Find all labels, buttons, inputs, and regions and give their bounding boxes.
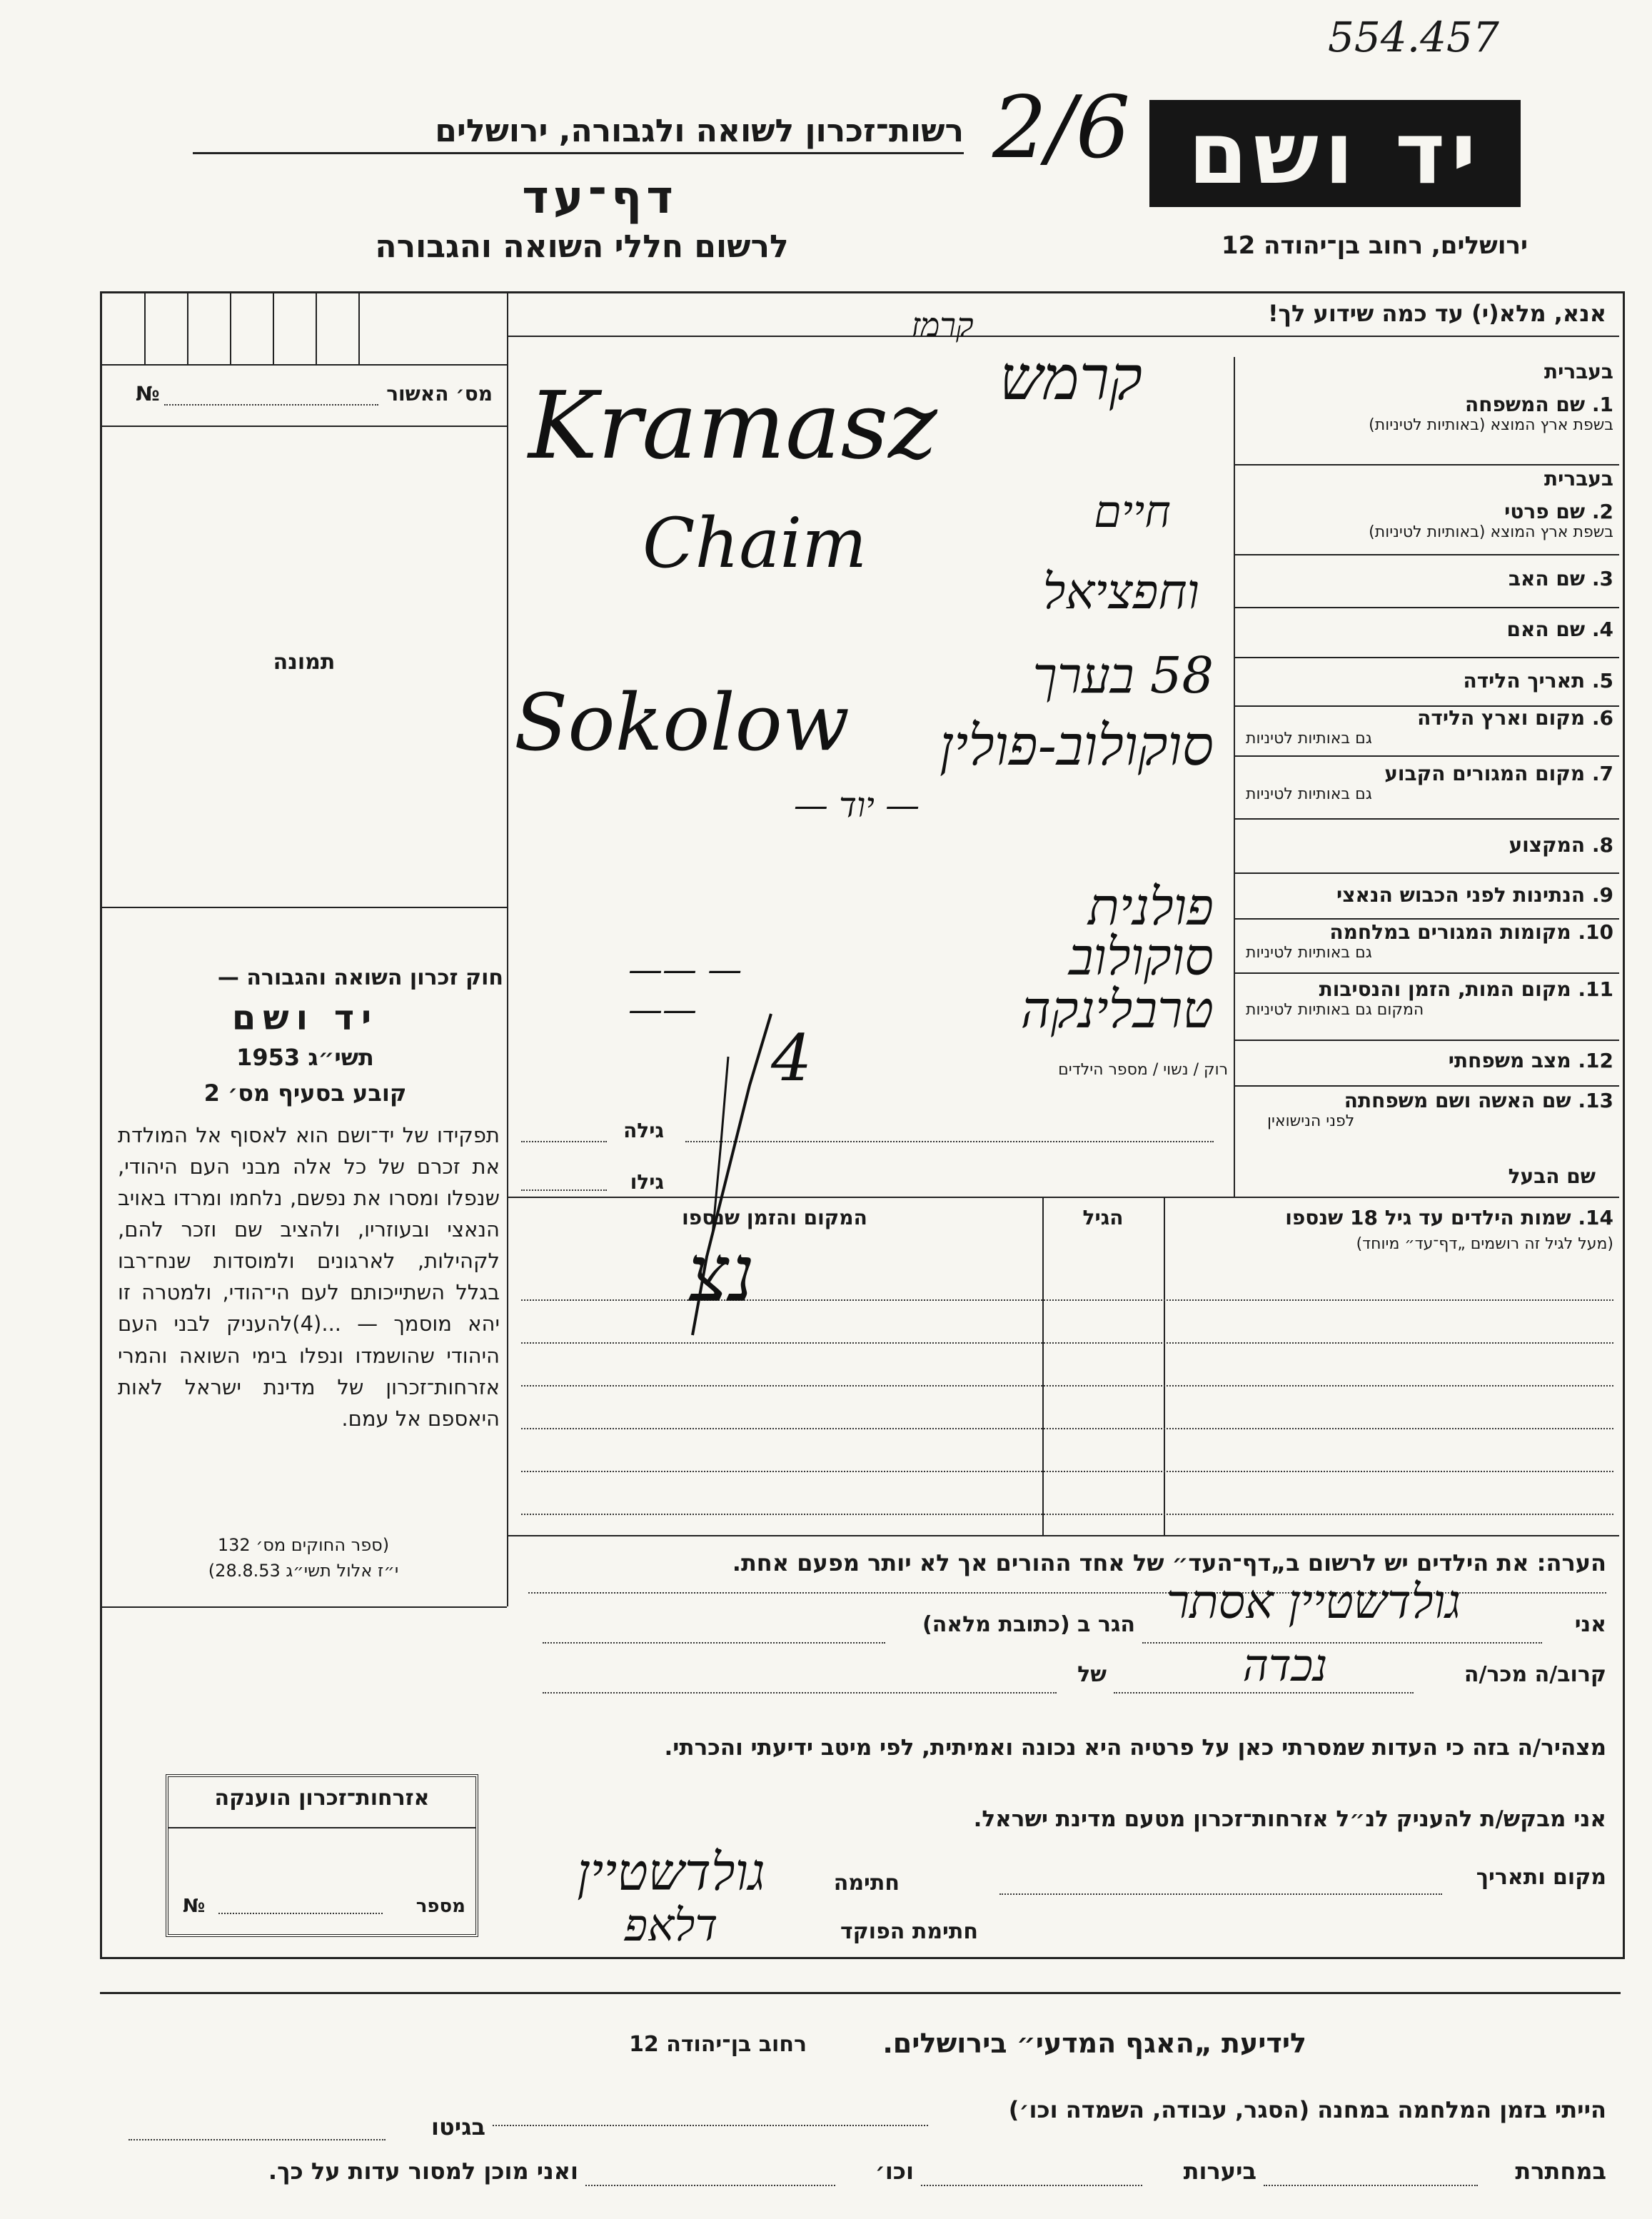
husband-age-label: גילו	[630, 1170, 664, 1194]
marital-status-hint: רוק / נשוי / מספר הילדים	[1058, 1061, 1228, 1079]
archive-number: 554.457	[1328, 13, 1499, 61]
field-birthplace: 6. מקום וארץ הלידה גם באותיות לטיניות	[1246, 706, 1613, 748]
law-name: יד ושם	[231, 998, 379, 1038]
citizenship-number-label: מספר	[415, 1896, 465, 1917]
law-heading: חוק זכרון השואה והגבורה —	[217, 965, 503, 990]
law-year: תשי״ג 1953	[236, 1044, 374, 1071]
children-place-label: המקום והזמן שנספו	[682, 1206, 867, 1229]
hiding-label: במחתרת	[1515, 2158, 1606, 2185]
field-wife-name: 13. שם האשה ושם משפחתה לפני הנישואין	[1267, 1089, 1613, 1131]
etc-label: וכו׳	[875, 2158, 914, 2185]
bottom-heading: לידיעת „האגף המדעי״ בירושלים.	[882, 2028, 1306, 2059]
camp-line: הייתי בזמן המלחמה במחנה (הסגר, עבודה, השמדה וכו׳)	[1008, 2096, 1606, 2123]
nationality-value: פולנית	[1087, 877, 1214, 937]
field-marital-status: 12. מצב משפחתי	[1448, 1049, 1613, 1072]
birthplace-latin: Sokolow	[514, 677, 850, 768]
of-label: של	[1077, 1662, 1107, 1687]
office-use-boxes	[101, 293, 507, 366]
declarant-name: גולדשטיין אסתר	[1166, 1574, 1461, 1629]
residence-value: — יוד —	[793, 785, 920, 825]
birthplace-value: סוקולוב-פולין	[939, 714, 1214, 778]
resident-label: הגר ב (כתובת מלאה)	[922, 1612, 1135, 1637]
approval-number-label: מס׳ האשור	[386, 382, 493, 406]
field-death-place: 11. מקום המות, הזמן והנסיבות המקום גם באותיות לטיניות	[1246, 977, 1613, 1020]
form-title: דף־עד	[522, 171, 678, 224]
field-family-name: בעברית 1. שם המשפחה בשפת ארץ המוצא (באותיות לטיניות)	[1369, 360, 1613, 435]
signature-value: גולדשטיין	[577, 1842, 765, 1902]
birth-date-value: 58 בערך	[1032, 646, 1214, 705]
form-subtitle: לרשום חללי השואה והגבורה	[375, 228, 789, 265]
field-first-name: בעברית 2. שם פרטי בשפת ארץ המוצא (באותיות לטיניות)	[1369, 467, 1613, 542]
place-date-line	[999, 1893, 1442, 1895]
field-nationality: 9. הנתינות לפני הכבוש הנאצי	[1336, 883, 1613, 907]
instruction: אנא, מלא(י) עד כמה שידוע לך!	[1267, 300, 1606, 327]
first-name-latin: Chaim	[643, 503, 867, 583]
father-name-value: וחפציאל	[1042, 564, 1199, 620]
signature-label: חתימה	[833, 1871, 900, 1896]
ghetto-label: בגיטו	[431, 2113, 485, 2140]
forests-label: ביערות	[1183, 2158, 1256, 2185]
officer-signature-label: חתימת הפוקד	[840, 1919, 978, 1944]
declaration-statement: מצהיר/ה בזה כי העדות שמסרתי כאן על פרטיה היא נכונה ואמיתית, לפי מיטב ידיעתי והכרתי.	[664, 1735, 1606, 1761]
wife-age-label: גילה	[623, 1119, 664, 1142]
law-reference: (ספר החוקים מס׳ 132	[217, 1535, 390, 1555]
corner-mark: 2/6	[992, 79, 1131, 178]
photo-label: תמונה	[273, 650, 336, 675]
first-name-hebrew: חיים	[1094, 485, 1171, 538]
wartime-dash: —— — ——	[628, 950, 742, 1030]
field-profession: 8. המקצוע	[1509, 833, 1613, 857]
children-age-label: הגיל	[1082, 1206, 1124, 1229]
family-name-latin: Kramasz	[528, 371, 937, 480]
yad-vashem-logo: יד ושם	[1149, 100, 1521, 207]
officer-signature-value: דלאפ	[624, 1899, 718, 1951]
number-sign: №	[136, 382, 160, 406]
address: ירושלים, רחוב בן־יהודה 12	[1221, 231, 1528, 260]
law-section: קובע בסעיף מס׳ 2	[203, 1080, 407, 1107]
place-date-label: מקום ותאריך	[1476, 1865, 1606, 1890]
family-name-hebrew: קרמש	[999, 343, 1142, 414]
marital-status-value: 4	[771, 1021, 812, 1096]
relative-label: קרוב/ה מכר/ה	[1464, 1662, 1606, 1687]
death-place-value: טרבלינקה	[1020, 980, 1214, 1040]
field-children: 14. שמות הילדים עד גיל 18 שנספו (מעל לגיל זה רושמים „דף־עד״ מיוחד)	[1285, 1206, 1613, 1254]
field-wartime-residence: 10. מקומות המגורים במלחמה גם באותיות לטיניות	[1246, 920, 1613, 962]
field-father-name: 3. שם האב	[1508, 567, 1613, 590]
children-value: נצ	[688, 1228, 755, 1319]
authority-line: רשות־זכרון לשואה ולגבורה, ירושלים	[193, 113, 964, 154]
family-name-extra: קרמז	[911, 306, 974, 344]
i-label: אני	[1574, 1612, 1606, 1637]
field-residence: 7. מקום המגורים הקבוע גם באותיות לטיניות	[1246, 762, 1613, 804]
field-birth-date: 5. תאריך הלידה	[1463, 669, 1613, 693]
citizenship-number-sign: №	[183, 1896, 206, 1917]
note: הערה: את הילדים יש לרשום ב„דף־העד״ של אחד ההורים אך לא יותר מפעם אחת.	[732, 1549, 1606, 1576]
field-husband-name: שם הבעל	[1508, 1164, 1596, 1188]
law-date: י״ז אלול תשי״ג 28.8.53)	[208, 1561, 399, 1581]
citizenship-title: אזרחות־זכרון הוענקה	[214, 1786, 430, 1811]
ready-label: ואני מוכן למסור עדות על כך.	[268, 2158, 578, 2185]
citizenship-box	[166, 1774, 478, 1937]
bottom-address: רחוב בן־יהודה 12	[629, 2032, 807, 2057]
relation-value: נכדה	[1242, 1639, 1328, 1691]
wartime-residence-value: סוקולוב	[1068, 927, 1214, 987]
field-mother-name: 4. שם האם	[1506, 618, 1613, 641]
law-text: תפקידו של יד־ושם הוא לאסוף אל המולדת את זכרם של כל אלה מבני העם היהודי, שנפלו ומסרו את נפשם, נלחמו ומרדו באויב הנאצי ובעוזריו, ולהציב שם וזכר להם, לקהילות, לארגונים ולמוסדות שנח־רבו בגלל השתייכותם לעם הי־הודי, ולמטרה זו יהא מוסמך — ...(4)להעניק לבני העם היהודי שהושמדו ונפלו בימי השואה והמרי אזרחות־זכרון של מדינת ישראל לאות היאספם אל עמם.	[118, 1123, 500, 1431]
approval-number-row	[107, 378, 500, 414]
declaration-request: אני מבקש/ת להעניק לנ״ל אזרחות־זכרון מטעם מדינת ישראל.	[973, 1806, 1606, 1832]
